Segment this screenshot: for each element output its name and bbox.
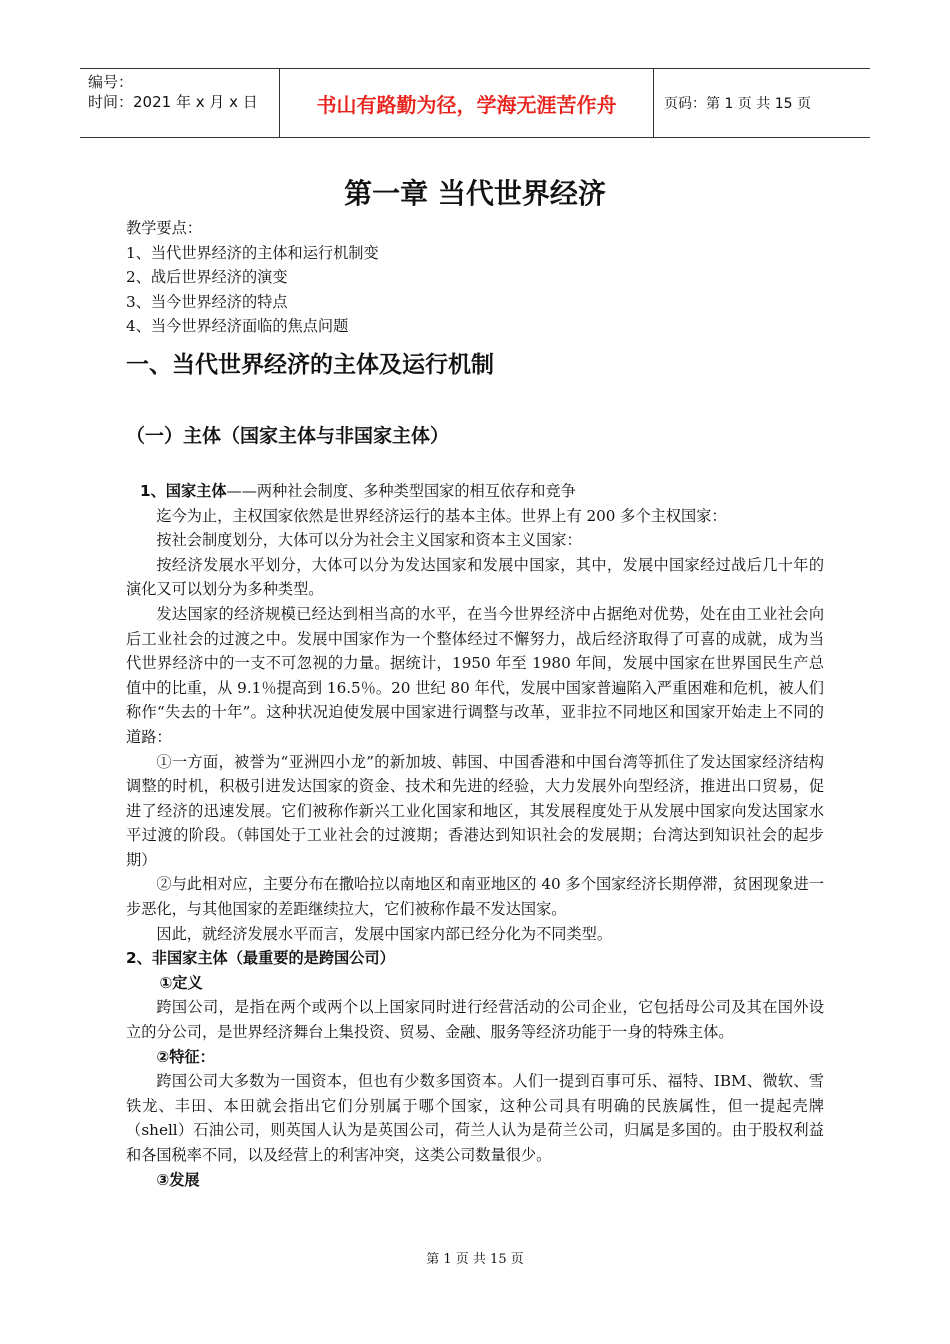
point-1-subtitle: ——两种社会制度、多种类型国家的相互依存和竞争 (226, 481, 576, 500)
header-number-label: 编号： (88, 73, 134, 91)
paragraph-5: ①一方面，被誉为“亚洲四小龙”的新加坡、韩国、中国香港和中国台湾等抓住了发达国家经济结构调整的时机，积极引进发达国家的资金、技术和先进的经验，大力发展外向型经济，推进出口贸易，促进了经济的迅速发展。它们被称作新兴工业化国家和地区，其发展程度处于从发展中国家向发达国家水平过渡的阶段。（韩国处于工业社会的过渡期；香港达到知识社会的发展期；台湾达到知识社会的起步期） (126, 752, 824, 869)
teaching-point-4: 4、当今世界经济面临的焦点问题 (126, 317, 349, 336)
paragraph-1: 迄今为止，主权国家依然是世界经济运行的基本主体。世界上有 200 多个主权国家： (156, 506, 727, 525)
point-2-heading: 2、非国家主体（最重要的是跨国公司） (126, 949, 395, 968)
paragraph-6: ②与此相对应，主要分布在撒哈拉以南地区和南亚地区的 40 多个国家经济长期停滞，贫困现象进一步恶化，与其他国家的差距继续拉大，它们被称作最不发达国家。 (126, 875, 824, 919)
page-header (80, 68, 870, 138)
page-footer: 第 1 页 共 15 页 (426, 1252, 524, 1267)
teaching-points-label: 教学要点： (126, 219, 202, 237)
teaching-point-1: 1、当代世界经济的主体和运行机制变 (126, 243, 379, 262)
features-label: ②特征： (156, 1047, 215, 1066)
features-text: 跨国公司大多数为一国资本，但也有少数多国资本。人们一提到百事可乐、福特、IBM、微软、雪铁龙、丰田、本田就会指出它们分别属于哪个国家，这种公司具有明确的民族属性，但一提起壳牌（shell）石油公司，则英国人认为是英国公司，荷兰人认为是荷兰公司，归属是多国的。由于股权利益和各国税率不同，以及经营上的利害冲突，这类公司数量很少。 (126, 1072, 824, 1164)
chapter-title: 第一章 当代世界经济 (344, 177, 606, 210)
teaching-point-2: 2、战后世界经济的演变 (126, 268, 288, 287)
header-motto: 书山有路勤为径，学海无涯苦作舟 (280, 69, 654, 137)
header-page-info: 页码：第 1 页 共 15 页 (664, 96, 811, 112)
header-date-label: 时间：2021 年 x 月 x 日 (88, 93, 258, 111)
subsection-heading: （一）主体（国家主体与非国家主体） (126, 424, 450, 447)
section-heading: 一、当代世界经济的主体及运行机制 (126, 351, 494, 378)
definition-label: ①定义 (159, 973, 203, 992)
teaching-point-3: 3、当今世界经济的特点 (126, 292, 288, 311)
development-label: ③发展 (156, 1170, 200, 1189)
definition-text: 跨国公司，是指在两个或两个以上国家同时进行经营活动的公司企业，它包括母公司及其在国外设立的分公司，是世界经济舞台上集投资、贸易、金融、服务等经济功能于一身的特殊主体。 (126, 998, 824, 1042)
paragraph-4: 发达国家的经济规模已经达到相当高的水平，在当今世界经济中占据绝对优势，处在由工业社会向后工业社会的过渡之中。发展中国家作为一个整体经过不懈努力，战后经济取得了可喜的成就，成为当代世界经济中的一支不可忽视的力量。据统计，1950 年至 1980 年间，发展中国家在世界国民生产总值中的比重，从 9.1％提高到 16.5％。20 世纪 80 年代，发展中国家普遍陷入严重困难和危机，被人们称作“失去的十年”。这种状况迫使发展中国家进行调整与改革，亚非拉不同地区和国家开始走上不同的道路： (126, 604, 824, 746)
paragraph-2: 按社会制度划分，大体可以分为社会主义国家和资本主义国家： (156, 531, 582, 550)
paragraph-7: 因此，就经济发展水平而言，发展中国家内部已经分化为不同类型。 (156, 924, 613, 943)
document-body (126, 216, 824, 1192)
point-1-heading (140, 479, 824, 504)
paragraph-3: 按经济发展水平划分，大体可以分为发达国家和发展中国家，其中，发展中国家经过战后几十年的演化又可以划分为多种类型。 (126, 555, 824, 599)
header-meta (80, 69, 280, 137)
point-1-title: 1、国家主体 (140, 481, 227, 500)
